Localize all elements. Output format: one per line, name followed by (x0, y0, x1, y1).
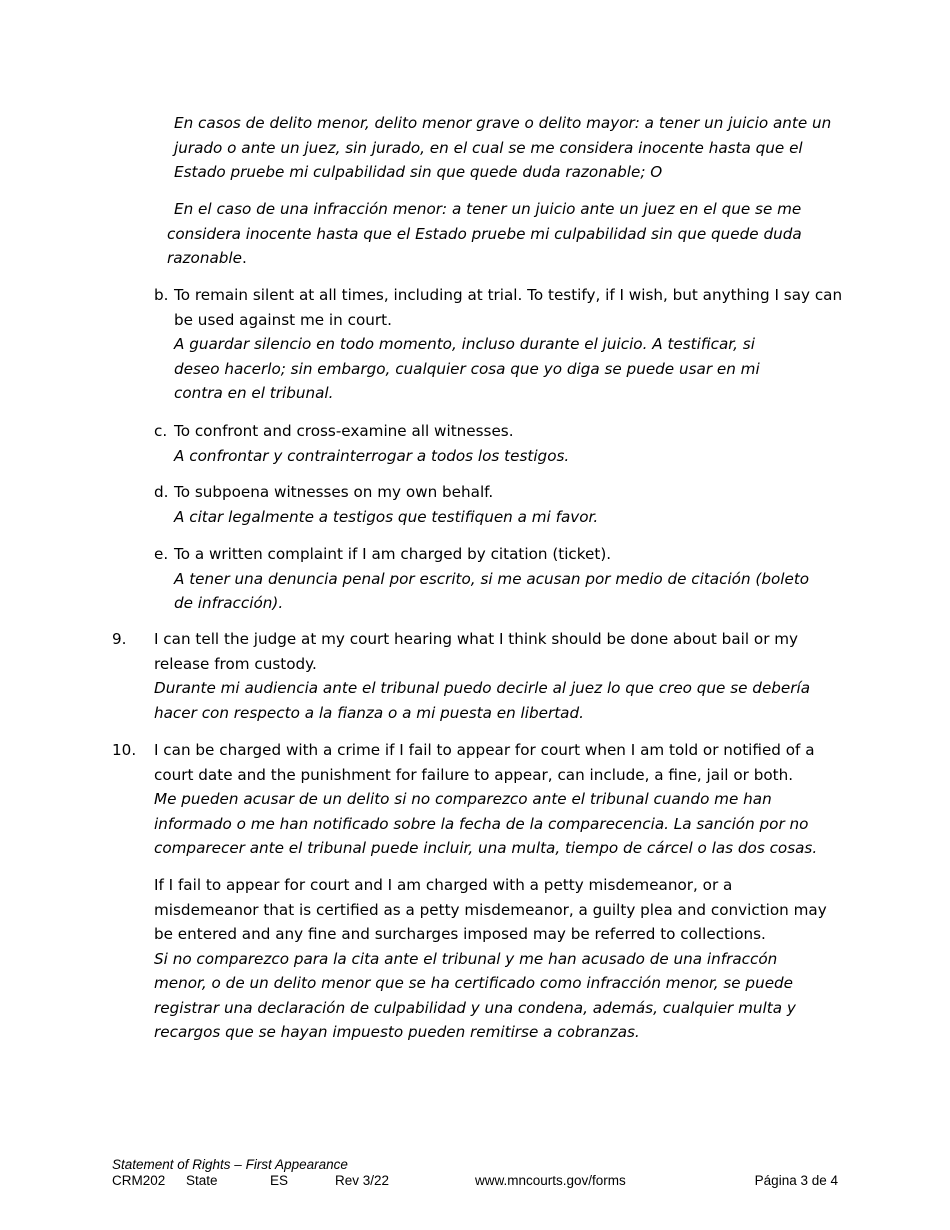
intro-paragraph-2 (167, 197, 807, 271)
footer-language: ES (270, 1173, 289, 1188)
item-e-es: A tener una denuncia penal por escrito, si me acusan por medio de citación (boleto de infracción). (174, 569, 810, 612)
item-e-letter: e. (154, 545, 169, 563)
item-b-es: A guardar silencio en todo momento, incluso durante el juicio. A testificar, si deseo hacerlo; sin embargo, cualquier cosa que yo diga se puede usar en mi contra en el tribunal. (174, 335, 760, 402)
item-9-en: I can tell the judge at my court hearing what I think should be done about bail or my release from custody. (154, 630, 799, 673)
footer-state: State (186, 1173, 218, 1188)
item-10-es2: Si no comparezco para la cita ante el tribunal y me han acusado de una infraccón menor, o de un delito menor que se ha certificado como infracción menor, se puede registrar una declaración de culpabilidad y una condena, además, cualquier multa y recargos que se hayan impuesto pueden remitirse a cobranzas. (154, 949, 796, 1041)
item-c-en: To confront and cross-examine all witnesses. (174, 422, 514, 440)
item-e (174, 542, 854, 616)
item-10-en2: If I fail to appear for court and I am charged with a petty misdemeanor, or a misdemeanor that is certified as a petty misdemeanor, a guilty plea and conviction may be entered and any fine and surcharges imposed may be referred to collections. (154, 876, 827, 943)
item-e-en: To a written complaint if I am charged by citation (ticket). (174, 545, 612, 563)
page-footer (112, 1157, 842, 1193)
item-10-number: 10. (112, 741, 137, 759)
item-10-en: I can be charged with a crime if I fail to appear for court when I am told or notified of a court date and the punishment for failure to appear, can include, a fine, jail or both. (154, 741, 815, 784)
item-10 (154, 738, 854, 861)
item-10-es: Me pueden acusar de un delito si no comparezco ante el tribunal cuando me han informado o me han notificado sobre la fecha de la comparecencia. La sanción por no comparecer ante el tribunal puede incluir, una multa, tiempo de cárcel o las dos cosas. (154, 790, 818, 857)
footer-form-title: Statement of Rights – First Appearance (112, 1157, 348, 1172)
intro-paragraph-2-period: . (241, 249, 247, 267)
item-d-en: To subpoena witnesses on my own behalf. (174, 483, 494, 501)
item-d-letter: d. (154, 483, 169, 501)
item-c-letter: c. (154, 422, 168, 440)
item-9 (154, 627, 854, 725)
item-d-es: A citar legalmente a testigos que testifiquen a mi favor. (174, 507, 599, 526)
footer-url: www.mncourts.gov/forms (475, 1173, 626, 1188)
intro-paragraph-2-text: En el caso de una infracción menor: a tener un juicio ante un juez en el que se me considera inocente hasta que el Estado pruebe mi culpabilidad sin que quede duda razonable (167, 200, 802, 267)
item-10-continued (154, 873, 854, 1045)
footer-page-number: Página 3 de 4 (754, 1173, 838, 1188)
intro-paragraph-1: En casos de delito menor, delito menor grave o delito mayor: a tener un juicio ante un jurado o ante un juez, sin jurado, en el cual se me considera inocente hasta que el Estado pruebe mi culpabilidad sin que quede duda razonable; O (174, 114, 832, 181)
item-b-en: To remain silent at all times, including at trial. To testify, if I wish, but anything I say can be used against me in court. (174, 286, 843, 329)
item-b-letter: b. (154, 286, 169, 304)
footer-form-code: CRM202 (112, 1173, 166, 1188)
item-c-es: A confrontar y contrainterrogar a todos los testigos. (174, 446, 570, 465)
footer-revision: Rev 3/22 (335, 1173, 390, 1188)
item-9-number: 9. (112, 630, 127, 648)
item-b (174, 283, 854, 406)
item-c (174, 419, 854, 468)
item-d (174, 480, 854, 529)
item-9-es: Durante mi audiencia ante el tribunal puedo decirle al juez lo que creo que se debería hacer con respecto a la fianza o a mi puesta en libertad. (154, 679, 811, 722)
